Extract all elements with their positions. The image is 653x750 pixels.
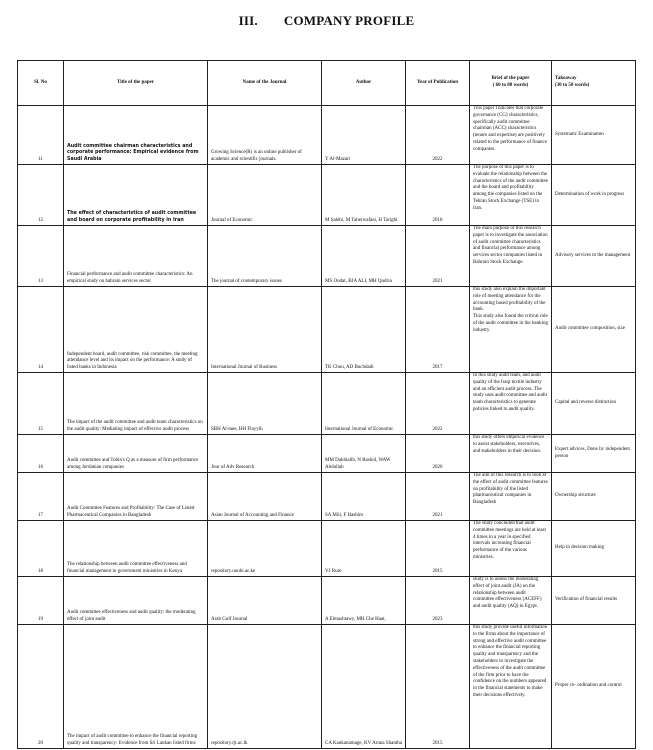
cell-journal: Growing Science(R) is an online publisher of academic and scientific journals. bbox=[208, 106, 322, 165]
cell-author: MS Oudat, BJA ALI, MH Qudria bbox=[322, 226, 406, 287]
cell-takeaway: Help in decision making bbox=[552, 521, 636, 577]
cell-takeaway: Verification of financial results bbox=[552, 577, 636, 625]
cell-journal: Journal of Economic bbox=[208, 165, 322, 226]
cell-year: 2020 bbox=[406, 435, 470, 473]
cell-title: The relationship between audit committee effectiveness and financial management in government ministries in Kenya bbox=[64, 521, 208, 577]
header-sl-no: Sl. No bbox=[18, 61, 64, 106]
table-row bbox=[18, 287, 636, 373]
cell-journal: repository.rjt.ac.lk bbox=[208, 625, 322, 749]
cell-sl-no: 18 bbox=[18, 521, 64, 577]
company-profile-table bbox=[17, 60, 636, 749]
table-row bbox=[18, 226, 636, 287]
table-row bbox=[18, 373, 636, 435]
cell-journal: repository.uonbi.ac.ke bbox=[208, 521, 322, 577]
cell-year: 2018 bbox=[406, 165, 470, 226]
cell-takeaway: Advisory services to the management bbox=[552, 226, 636, 287]
section-number: III. bbox=[238, 13, 258, 28]
header-takeaway: Takeaway (30 to 50 words) bbox=[552, 61, 636, 106]
table-row bbox=[18, 625, 636, 749]
table-row bbox=[18, 106, 636, 165]
cell-author: A Elmashtawy, MH Che Haat, bbox=[322, 577, 406, 625]
cell-title: The impact of audit committee to enhance the financial reporting quality and transparency: Evidence from Sri Lankan listed firms bbox=[64, 625, 208, 749]
cell-year: 2017 bbox=[406, 287, 470, 373]
cell-title: Audit committee and Tobin's Q as a measure of firm performance among Jordanian companies bbox=[64, 435, 208, 473]
cell-year: 2021 bbox=[406, 226, 470, 287]
cell-year: 2015 bbox=[406, 521, 470, 577]
cell-takeaway: Audit committee composition, size bbox=[552, 287, 636, 373]
table-row bbox=[18, 521, 636, 577]
section-heading: COMPANY PROFILE bbox=[283, 13, 415, 28]
cell-takeaway: Ownership structure bbox=[552, 473, 636, 521]
cell-takeaway: Proper co- ordination and control bbox=[552, 625, 636, 749]
cell-title: Audit Committee Features and Profitability: The Case of Listed Pharmaceutical Companies in Bangladesh bbox=[64, 473, 208, 521]
cell-takeaway: Determination of work in progress bbox=[552, 165, 636, 226]
cell-takeaway: Capital and reverse distinction bbox=[552, 373, 636, 435]
cell-brief: this study provide useful information to the firms about the importance of strong and effective audit committee to enhance the financial reporting quality and transparency and the stakeholders to investigate the effectiveness of the audit committee of the firm prior to have the confidence on the numbers appeared in the financial statements to make their decisions effectively. bbox=[470, 625, 552, 749]
cell-brief: study is to assess the moderating effect of joint audit (JA) on the relationship between audit committee effectiveness (ACEFF) and audit quality (AQ) in Egypt. bbox=[470, 577, 552, 625]
cell-sl-no: 20 bbox=[18, 625, 64, 749]
cell-author: SA Mili, F Hashim bbox=[322, 473, 406, 521]
page-title bbox=[0, 13, 653, 29]
cell-brief: The main purpose of this research paper is to investigate the association of audit committee characteristics and financial performance among services sector companies listed in Bahrain Stock Exchange. bbox=[470, 226, 552, 287]
cell-journal: The journal of contemporary issues bbox=[208, 226, 322, 287]
cell-year: 2015 bbox=[406, 625, 470, 749]
cell-author: TK Chou, AD Buchdadi bbox=[322, 287, 406, 373]
table-row bbox=[18, 165, 636, 226]
cell-author: International Journal of Economic bbox=[322, 373, 406, 435]
table-row bbox=[18, 435, 636, 473]
cell-sl-no: 15 bbox=[18, 373, 64, 435]
cell-journal: Asian Journal of Accounting and Finance bbox=[208, 473, 322, 521]
cell-sl-no: 17 bbox=[18, 473, 64, 521]
cell-title: Independent board, audit committee, risk committee, the meeting attendance level and its impact on the performance: A study of listed banks in Indonesia bbox=[64, 287, 208, 373]
cell-year: 2021 bbox=[406, 473, 470, 521]
table-row bbox=[18, 577, 636, 625]
cell-title: The impact of the audit committee and audit team characteristics on the audit quality: Mediating impact of effective audit process bbox=[64, 373, 208, 435]
cell-author: CA Kankanamage, KV Aruna Shantha bbox=[322, 625, 406, 749]
cell-brief: The aim of this research is to look at the effect of audit committee features on profitability of the listed pharmaceutical companies in Bangladesh bbox=[470, 473, 552, 521]
cell-brief: This paper 1ndicates that corporate governance (CG) characteristics, specifically audit committee chairman (ACC) characteristics (tenure and expertise) are positively related to the performance of finance companies. bbox=[470, 106, 552, 165]
cell-sl-no: 16 bbox=[18, 435, 64, 473]
cell-takeaway: Expert advices, Done by independent person bbox=[552, 435, 636, 473]
cell-author: Y Al-Mazari bbox=[322, 106, 406, 165]
cell-brief: The study concluded that audit committee meetings are held at least 4 times in a year in specified intervals increasing financial performance of the various ministries. bbox=[470, 521, 552, 577]
cell-brief: In this study audit team, and audit quality of the Iraqi textile industry and an efficient audit process. The study uses audit committee and audit team characteristics to generate policies linked to audit quality. bbox=[470, 373, 552, 435]
cell-author: VJ Ruto bbox=[322, 521, 406, 577]
cell-title: The effect of characteristics of audit committee and board on corporate profitability in Iran bbox=[64, 165, 208, 226]
header-title: Title of the paper bbox=[64, 61, 208, 106]
cell-sl-no: 13 bbox=[18, 226, 64, 287]
cell-journal: International Journal of Business bbox=[208, 287, 322, 373]
table-header-row bbox=[18, 61, 636, 106]
cell-sl-no: 11 bbox=[18, 106, 64, 165]
cell-brief: this study offers empirical evidence to assist stakeholders, executives, and stakeholders in their decision. bbox=[470, 435, 552, 473]
cell-author: MM Dakhlallh, N Rashid, WAW Abdullah bbox=[322, 435, 406, 473]
cell-journal: SBH Al-taee, HH Flayyih bbox=[208, 373, 322, 435]
cell-author: M Salehi, M Taherwafaei, H Tarighi bbox=[322, 165, 406, 226]
cell-title: Audit committee effectiveness and audit quality: the moderating effect of joint audit bbox=[64, 577, 208, 625]
cell-sl-no: 12 bbox=[18, 165, 64, 226]
header-year: Year of Publication bbox=[406, 61, 470, 106]
cell-title: Audit committee chairman characteristics and corporate performance: Empirical evidence from Saudi Arabia bbox=[64, 106, 208, 165]
cell-brief: The purpose of this paper is to evaluate the relationship between the characteristics of the audit committee and the board and profitability among the companies listed on the Tehran Stock Exchange (TSE) in Iran. bbox=[470, 165, 552, 226]
header-author: Author bbox=[322, 61, 406, 106]
cell-journal: Jour of Adv Research bbox=[208, 435, 322, 473]
header-journal: Name of the Journal bbox=[208, 61, 322, 106]
cell-title: Financial performance and audit committee characteristics: An empirical study on bahrain services sector bbox=[64, 226, 208, 287]
header-brief: Brief of the paper ( 60 to 80 words) bbox=[470, 61, 552, 106]
cell-journal: Arab Gulf Journal bbox=[208, 577, 322, 625]
cell-brief: this study also explain the important role of meeting attendance for the accounting based profitability of the bank. This study also found the critical role of the audit committee in the banking industry. bbox=[470, 287, 552, 373]
cell-sl-no: 14 bbox=[18, 287, 64, 373]
cell-sl-no: 19 bbox=[18, 577, 64, 625]
cell-takeaway: Systematic Examination bbox=[552, 106, 636, 165]
cell-year: 2022 bbox=[406, 106, 470, 165]
table-row bbox=[18, 473, 636, 521]
cell-year: 2023 bbox=[406, 577, 470, 625]
cell-year: 2022 bbox=[406, 373, 470, 435]
